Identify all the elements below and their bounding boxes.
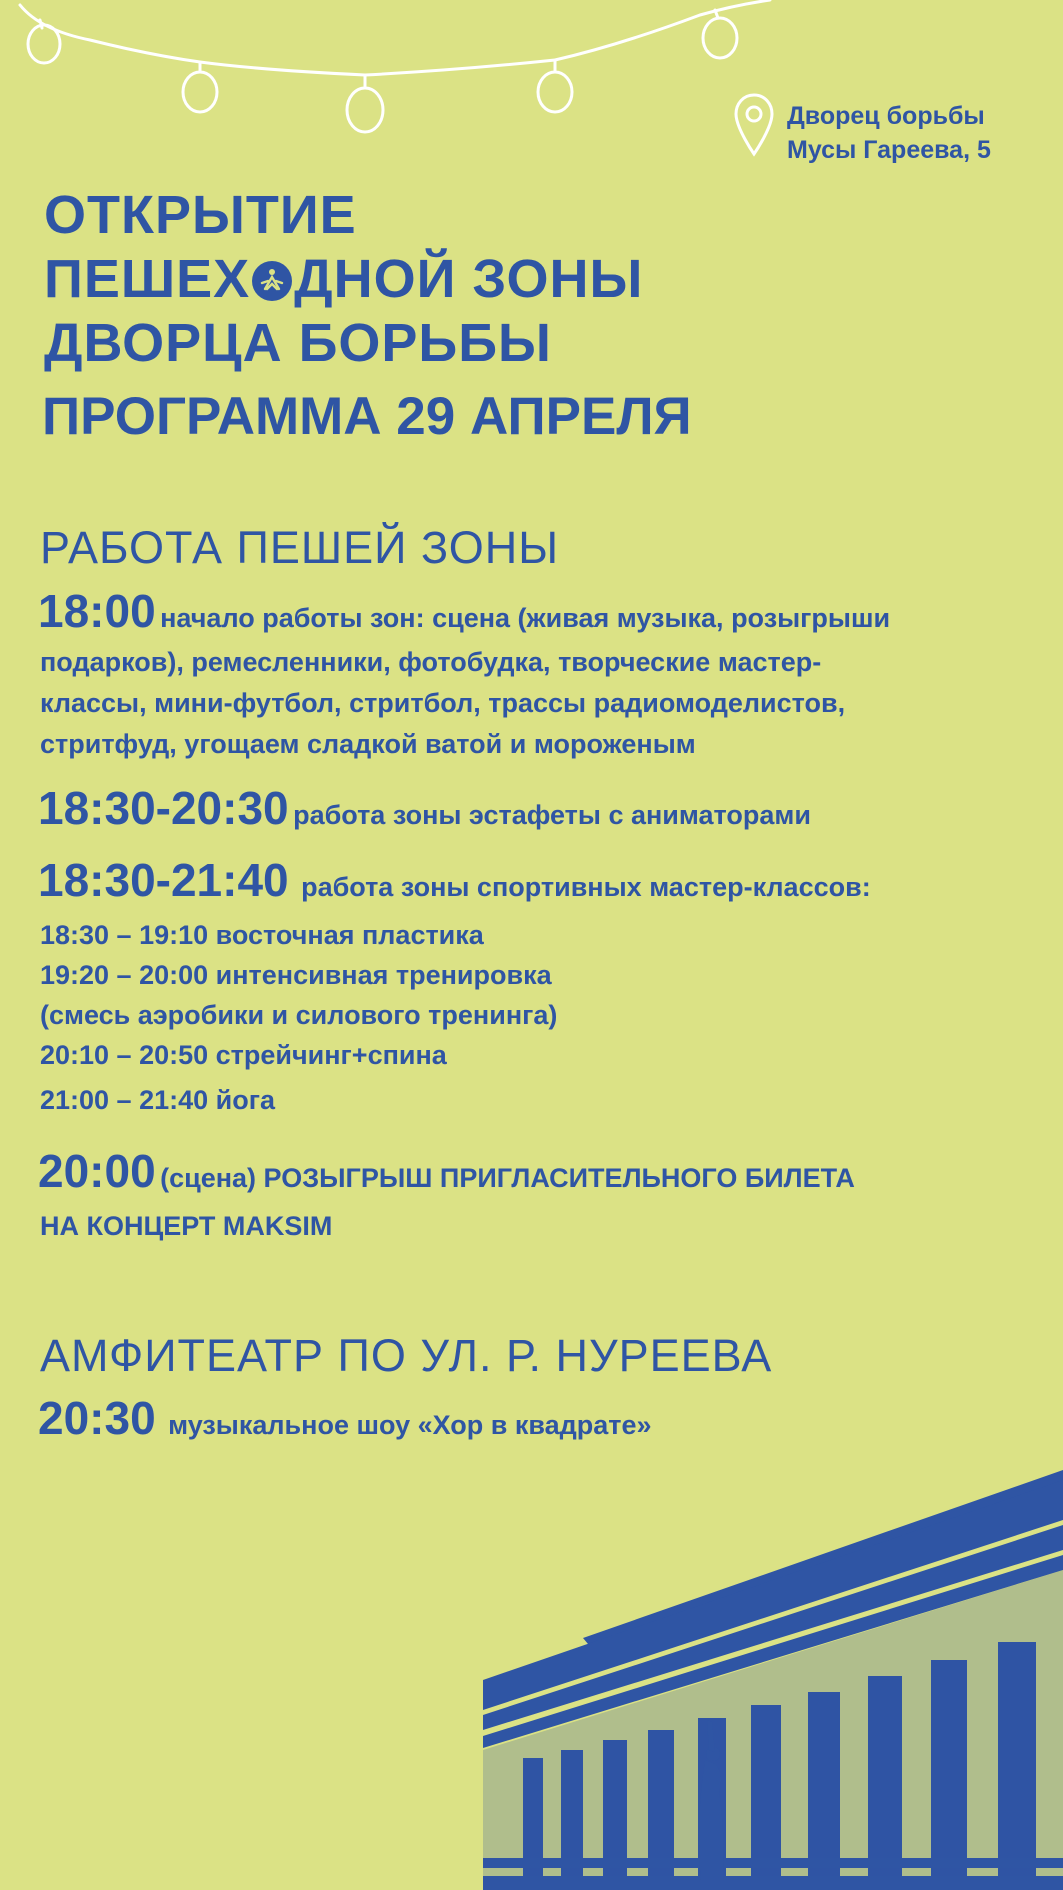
title-line-2 [44, 249, 644, 309]
sub-schedule-item: 19:20 – 20:00 интенсивная тренировка [40, 960, 552, 990]
schedule-time: 20:30 [38, 1392, 156, 1444]
sub-schedule-item: 21:00 – 21:40 йога [40, 1085, 275, 1115]
schedule-text: начало работы зон: сцена (живая музыка, розыгрыши [160, 603, 891, 633]
schedule-text: работа зоны спортивных мастер-классов: [301, 872, 871, 902]
schedule-time: 18:00 [38, 585, 156, 637]
program-heading: ПРОГРАММА 29 АПРЕЛЯ [42, 387, 692, 446]
sub-schedule-item: (смесь аэробики и силового тренинга) [40, 1000, 558, 1030]
sub-schedule-item: 20:10 – 20:50 стрейчинг+спина [40, 1040, 447, 1070]
schedule-time: 18:30-21:40 [38, 854, 289, 906]
string-lights-icon [0, 0, 780, 150]
schedule-text: подарков), ремесленники, фотобудка, творческие мастер- [40, 647, 822, 677]
address-line-2: Мусы Гареева, 5 [787, 136, 991, 164]
schedule-text: классы, мини-футбол, стритбол, трассы радиомоделистов, [40, 688, 846, 718]
schedule-time: 20:00 [38, 1145, 156, 1197]
schedule-text: работа зоны эстафеты с аниматорами [293, 800, 811, 830]
title-line-1: ОТКРЫТИЕ [44, 185, 357, 245]
palace-building-icon [483, 1380, 1063, 1890]
address-line-1: Дворец борьбы [787, 102, 985, 130]
walk-zone-heading: РАБОТА ПЕШЕЙ ЗОНЫ [40, 522, 560, 573]
schedule-item-2 [38, 782, 811, 834]
amphitheater-heading: АМФИТЕАТР ПО УЛ. Р. НУРЕЕВА [40, 1330, 773, 1381]
schedule-item-3 [38, 854, 871, 906]
schedule-text: стритфуд, угощаем сладкой ватой и мороженым [40, 729, 696, 759]
title-line-3: ДВОРЦА БОРЬБЫ [44, 313, 552, 373]
location-pin-icon [732, 92, 776, 158]
wrestlers-logo-icon [252, 261, 292, 301]
title-line-2-part-1: ПЕШЕХ [44, 249, 251, 309]
sub-schedule-item: 18:30 – 19:10 восточная пластика [40, 920, 484, 950]
schedule-item-4 [38, 1145, 855, 1197]
schedule-text: (сцена) РОЗЫГРЫШ ПРИГЛАСИТЕЛЬНОГО БИЛЕТА [160, 1163, 855, 1193]
schedule-text: музыкальное шоу «Хор в квадрате» [168, 1410, 652, 1440]
schedule-time: 18:30-20:30 [38, 782, 289, 834]
schedule-text: НА КОНЦЕРТ MAKSIM [40, 1211, 333, 1241]
schedule-item-1-first-line [38, 585, 891, 637]
title-line-2-part-2: ДНОЙ ЗОНЫ [294, 249, 644, 309]
